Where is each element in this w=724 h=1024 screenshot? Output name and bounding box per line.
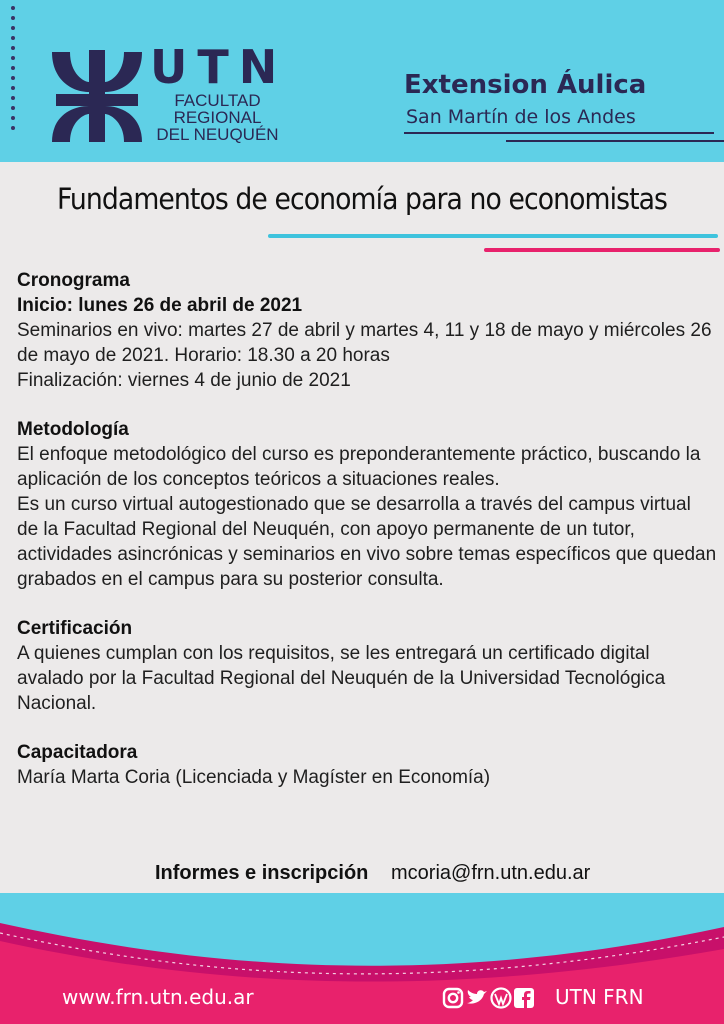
- website-link[interactable]: www.frn.utn.edu.ar: [62, 985, 254, 1009]
- extension-title: Extension Áulica: [404, 70, 647, 100]
- metodologia-paragraph-1: El enfoque metodológico del curso es preponderantemente práctico, buscando la aplicación de los conceptos teóricos a situaciones reales.: [17, 444, 701, 490]
- twitter-icon[interactable]: [467, 990, 487, 1004]
- end-date: Finalización: viernes 4 de junio de 2021: [17, 370, 351, 391]
- utn-wordmark: UTN: [150, 40, 288, 94]
- certificacion-heading: Certificación: [17, 618, 133, 639]
- wordpress-icon[interactable]: [492, 989, 511, 1008]
- capacitadora-text: María Marta Coria (Licenciada y Magíster en Economía): [17, 767, 491, 788]
- header-divider: [404, 132, 714, 134]
- contact-label: Informes e inscripción: [155, 862, 369, 884]
- capacitadora-heading: Capacitadora: [17, 742, 138, 763]
- title-underline-cyan: [268, 234, 718, 238]
- seminar-schedule: Seminarios en vivo: martes 27 de abril y martes 4, 11 y 18 de mayo y miércoles 26 de mayo de 2021. Horario: 18.30 a 20 horas: [17, 320, 712, 366]
- extension-subtitle: San Martín de los Andes: [406, 106, 636, 128]
- social-icons: [442, 985, 552, 1011]
- cronograma-heading: Cronograma: [17, 270, 130, 291]
- metodologia-heading: Metodología: [17, 419, 129, 440]
- contact-info: [155, 862, 591, 885]
- footer-brand: UTN FRN: [555, 985, 644, 1009]
- header-divider-short: [506, 140, 724, 142]
- facebook-icon[interactable]: [514, 988, 534, 1008]
- page-title: Fundamentos de economía para no economistas: [56, 182, 668, 216]
- title-underline-pink: [484, 248, 720, 252]
- course-details: [17, 268, 717, 790]
- start-date: Inicio: lunes 26 de abril de 2021: [17, 295, 303, 316]
- decorative-dots: [8, 6, 18, 136]
- metodologia-paragraph-2: Es un curso virtual autogestionado que se desarrolla a través del campus virtual de la Facultad Regional del Neuquén, con apoyo permanente de un tutor, actividades asincrónicas y seminarios en vivo sobre temas específicos que quedan grabados en el campus para su posterior consulta.: [17, 494, 717, 590]
- faculty-name: FACULTAD REGIONAL DEL NEUQUÉN: [156, 91, 279, 144]
- utn-logo-icon: [52, 46, 142, 146]
- certificacion-text: A quienes cumplan con los requisitos, se les entregará un certificado digital avalado por la Facultad Regional del Neuquén de la Universidad Tecnológica Nacional.: [17, 643, 666, 714]
- contact-email-link[interactable]: mcoria@frn.utn.edu.ar: [391, 862, 591, 884]
- instagram-icon[interactable]: [444, 989, 462, 1007]
- header-banner: [0, 0, 724, 162]
